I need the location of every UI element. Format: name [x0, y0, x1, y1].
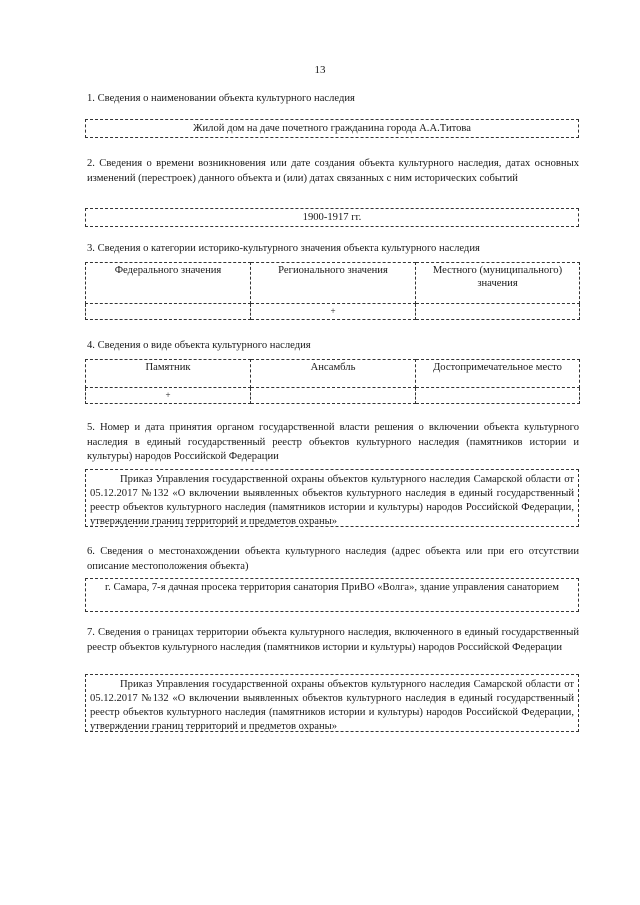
category-table — [85, 262, 580, 320]
category-local-header: Местного (муниципального) значения — [416, 263, 580, 304]
registry-order-value: Приказ Управления государственной охраны объектов культурного наследия Самарской области от 05.12.2017 №132 «О включении выявленных объектов культурного наследия в единый государственный реестр объектов культурного наследия (памятников истории и культуры) народов Российской Федерации, утверждении границ территорий и предметов охраны» — [90, 474, 574, 527]
section2-heading: 2. Сведения о времени возникновения или дате создания объекта культурного наследия, датах основных изменений (перестроек) данного объекта и (или) датах связанных с ним исторических событий — [87, 158, 579, 184]
address-value: г. Самара, 7-я дачная просека территория санатория ПриВО «Волга», здание управления санаторием — [105, 582, 559, 593]
category-regional-header: Регионального значения — [251, 263, 416, 304]
boundaries-order-box — [85, 674, 579, 732]
object-name-box — [85, 119, 579, 138]
type-monument-header: Памятник — [86, 360, 251, 388]
type-landmark-header: Достопримечательное место — [416, 360, 580, 388]
address-box — [85, 578, 579, 612]
section7-heading: 7. Сведения о границах территории объекта культурного наследия, включенного в единый государственный реестр объектов культурного наследия (памятников истории и культуры) народов Российской Федерации — [87, 627, 579, 653]
type-landmark-mark — [416, 388, 580, 404]
section4-heading: 4. Сведения о виде объекта культурного наследия — [87, 340, 311, 351]
category-regional-mark: + — [251, 304, 416, 320]
section3-heading: 3. Сведения о категории историко-культурного значения объекта культурного наследия — [87, 243, 480, 254]
type-ensemble-header: Ансамбль — [251, 360, 416, 388]
boundaries-order-value: Приказ Управления государственной охраны объектов культурного наследия Самарской области от 05.12.2017 №132 «О включении выявленных объектов культурного наследия в единый государственный реестр объектов культурного наследия (памятников истории и культуры) народов Российской Федерации, утверждении границ территорий и предметов охраны» — [90, 679, 574, 732]
category-federal-mark — [86, 304, 251, 320]
category-local-mark — [416, 304, 580, 320]
type-ensemble-mark — [251, 388, 416, 404]
section1-heading: 1. Сведения о наименовании объекта культурного наследия — [87, 93, 355, 104]
creation-date-value: 1900-1917 гг. — [302, 212, 362, 223]
type-monument-mark: + — [86, 388, 251, 404]
creation-date-box — [85, 208, 579, 227]
section5-heading: 5. Номер и дата принятия органом государственной власти решения о включении объекта культурного наследия в единый государственный реестр объектов культурного наследия (памятников истории и культуры) народов Российской Федерации — [87, 422, 579, 462]
page-number: 13 — [314, 64, 326, 76]
section6-heading: 6. Сведения о местонахождении объекта культурного наследия (адрес объекта или при его отсутствии описание местоположения объекта) — [87, 546, 579, 572]
category-federal-header: Федерального значения — [86, 263, 251, 304]
registry-order-box — [85, 469, 579, 527]
type-table — [85, 359, 580, 404]
object-name-value: Жилой дом на даче почетного гражданина города А.А.Титова — [193, 123, 471, 134]
